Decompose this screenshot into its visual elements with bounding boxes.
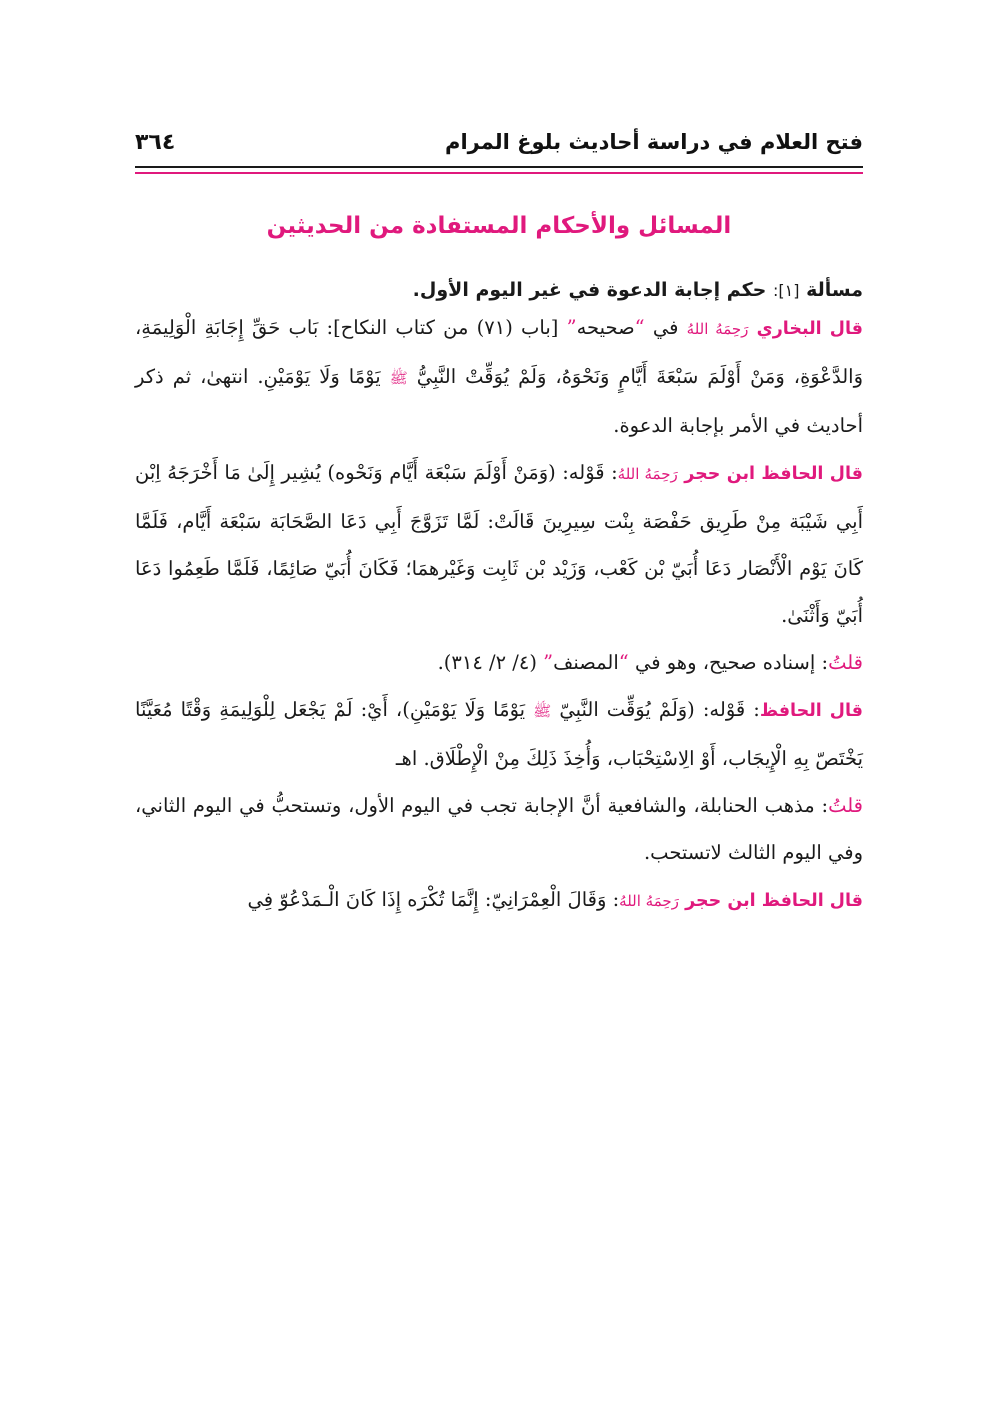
paragraph-bukhari <box>135 304 863 449</box>
honorific-mark: رَحِمَهُ اللهُ <box>619 892 679 911</box>
page-number: ٣٦٤ <box>135 130 176 155</box>
paragraph-text: يَوْمًا وَلَا يَوْمَيْنِ)، أَيْ: لَمْ يَجْعَل لِلْوَلِيمَةِ وَقْتًا مُعَيَّنًا يَخْتَصّ بِهِ الْإِيجَاب، أَوْ الِاسْتِحْبَاب، وَأُخِذَ ذَلِكَ مِنْ الْإِطْلَاق. اهـ <box>135 698 863 771</box>
speaker-label: قال الحافظ ابن حجر <box>684 464 863 485</box>
paragraph-text: : وَقَالَ الْعِمْرَانِيّ: إِنَّمَا تُكْرَه إِذَا كَانَ الْـمَدْعُوّ فِي <box>247 888 620 912</box>
issue-label: مسألة <box>806 278 863 301</box>
issue-heading <box>135 276 863 305</box>
book-title: فتح العلام في دراسة أحاديث بلوغ المرام <box>445 130 863 154</box>
paragraph-hafiz <box>135 686 863 782</box>
paragraph-text: : قَوْله: (وَمَنْ أَوْلَمَ سَبْعَة أَيَّام وَنَحْوه) يُشِير إِلَىٰ مَا أَخْرَجَهُ اِبْن أَبِي شَيْبَة مِنْ طَرِيق حَفْصَة بِنْت سِيرِينَ قَالَتْ: لَمَّا تَزَوَّجَ أَبِي دَعَا الصَّحَابَة سَبْعَة أَيَّام، فَلَمَّا كَانَ يَوْم الْأَنْصَار دَعَا أُبَيّ بْن كَعْب، وَزَيْد بْن ثَابِت وَغَيْرهمَا؛ فَكَانَ أُبَيّ صَائِمًا، فَلَمَّا طَعِمُوا دَعَا أُبَيّ وَأَثْنَىٰ. <box>135 461 863 628</box>
paragraph-ibn-hajar-1 <box>135 449 863 639</box>
salawat-mark: ﷺ <box>533 702 552 721</box>
paragraph-text: : قَوْله: (وَلَمْ يُوَقِّت النَّبِيّ <box>551 698 760 722</box>
issue-title: حكم إجابة الدعوة في غير اليوم الأول. <box>412 278 767 301</box>
salawat-mark: ﷺ <box>389 369 408 388</box>
running-header <box>135 120 863 166</box>
source-title: المصنف <box>553 651 619 675</box>
speaker-label: قال البخاري <box>756 319 863 340</box>
paragraph-note-2 <box>135 782 863 876</box>
speaker-label: قال الحافظ ابن حجر <box>685 891 863 912</box>
header-rule <box>135 166 863 168</box>
paragraph-text: : إسناده صحيح، وهو في <box>628 651 829 675</box>
quote-open: “ <box>634 316 645 340</box>
speaker-label: قال الحافظ <box>759 701 863 722</box>
book-page <box>135 120 863 925</box>
paragraph-text: في <box>644 316 687 340</box>
note-label: قلتُ <box>828 794 863 818</box>
note-label: قلتُ <box>828 651 863 675</box>
source-title: صحيحه <box>576 316 635 340</box>
honorific-mark: رَحِمَهُ اللهُ <box>617 465 678 484</box>
header-rule-accent <box>135 172 863 174</box>
paragraph-text: يَوْمًا وَلَا يَوْمَيْنِ. انتهىٰ، ثم ذكر أحاديث في الأمر بإجابة الدعوة. <box>135 365 863 438</box>
paragraph-text: (٤/ ٢/ ٣١٤). <box>437 651 544 675</box>
issue-number: [١]: <box>773 280 800 300</box>
paragraph-note-1 <box>135 639 863 686</box>
paragraph-text: : مذهب الحنابلة، والشافعية أنَّ الإجابة تجب في اليوم الأول، وتستحبُّ في اليوم الثاني، وفي اليوم الثالث لاتستحب. <box>135 794 863 865</box>
quote-close: ” <box>543 651 554 675</box>
honorific-mark: رَحِمَهُ اللهُ <box>686 320 749 339</box>
paragraph-text: [باب (٧١) من كتاب النكاح]: بَاب حَقِّ إِجَابَةِ الْوَلِيمَةِ، وَالدَّعْوَةِ، وَمَنْ أَوْلَمَ سَبْعَةَ أَيَّامٍ وَنَحْوَهُ، وَلَمْ يُوَقِّتْ النَّبِيُّ <box>135 316 864 389</box>
quote-close: ” <box>566 316 577 340</box>
section-heading: المسائل والأحكام المستفادة من الحديثين <box>266 213 732 239</box>
quote-open: “ <box>618 651 629 675</box>
paragraph-ibn-hajar-2 <box>135 876 863 925</box>
